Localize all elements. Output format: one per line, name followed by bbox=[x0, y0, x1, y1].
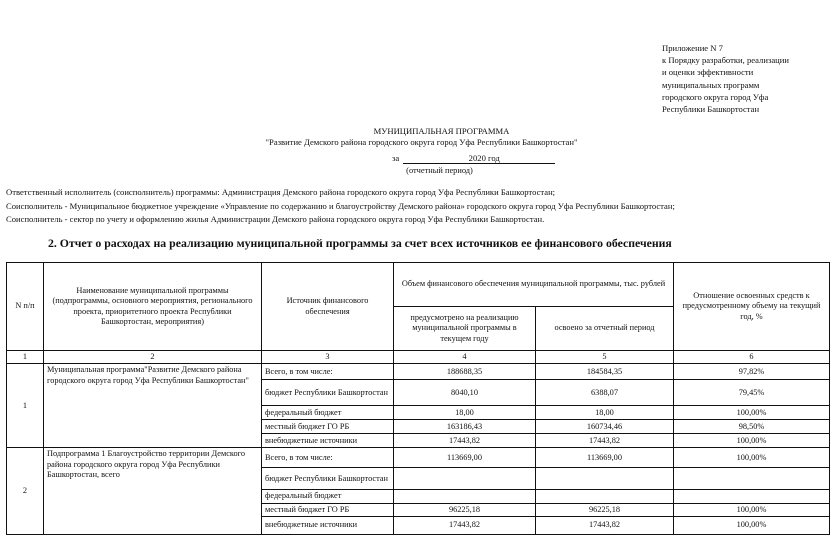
header-spent: освоено за отчетный период bbox=[536, 307, 674, 351]
planned-cell: 188688,35 bbox=[394, 364, 536, 380]
col-number: 1 bbox=[7, 351, 44, 364]
table-row bbox=[7, 448, 830, 468]
ratio-cell: 97,82% bbox=[674, 364, 830, 380]
ratio-cell: 79,45% bbox=[674, 380, 830, 406]
program-title: МУНИЦИПАЛЬНАЯ ПРОГРАММА bbox=[373, 126, 510, 136]
ratio-cell: 100,00% bbox=[674, 434, 830, 448]
spent-cell: 96225,18 bbox=[536, 503, 674, 516]
year-value: 2020 год bbox=[403, 153, 555, 164]
spent-cell: 184584,35 bbox=[536, 364, 674, 380]
ratio-cell: 100,00% bbox=[674, 516, 830, 534]
source-cell: бюджет Республики Башкортостан bbox=[262, 380, 394, 406]
spent-cell: 17443,82 bbox=[536, 434, 674, 448]
ratio-cell: 100,00% bbox=[674, 406, 830, 420]
table-row bbox=[7, 364, 830, 380]
source-cell: местный бюджет ГО РБ bbox=[262, 420, 394, 434]
col-number: 6 bbox=[674, 351, 830, 364]
report-year bbox=[392, 153, 555, 164]
column-number-row bbox=[7, 351, 830, 364]
annex-line: муниципальных программ bbox=[662, 79, 760, 90]
planned-cell: 96225,18 bbox=[394, 503, 536, 516]
row-number: 1 bbox=[7, 364, 44, 448]
header-ratio: Отношение освоенных средств к предусмотренному объему на текущий год, % bbox=[674, 263, 830, 351]
program-name: "Развитие Демского района городского округа город Уфа Республики Башкортостан" bbox=[265, 137, 578, 148]
ratio-cell: 100,00% bbox=[674, 448, 830, 468]
program-cell: Подпрограмма 1 Благоустройство территории Демского района городского округа город Уфа Республики Башкортостан, всего bbox=[44, 448, 262, 535]
executor-line: Соисполнитель - Муниципальное бюджетное учреждение «Управление по содержанию и благоустройству Демского района» городского округа город Уфа Республики Башкортостан; bbox=[6, 200, 675, 211]
spent-cell bbox=[536, 490, 674, 503]
annex-line: городского округа город Уфа bbox=[662, 91, 769, 102]
planned-cell: 18,00 bbox=[394, 406, 536, 420]
source-cell: внебюджетные источники bbox=[262, 434, 394, 448]
header-source: Источник финансового обеспечения bbox=[262, 263, 394, 351]
ratio-cell: 100,00% bbox=[674, 503, 830, 516]
executor-line: Ответственный исполнитель (соисполнитель) программы: Администрация Демского района городского округа город Уфа Республики Башкортостан; bbox=[6, 187, 556, 197]
program-cell: Муниципальная программа"Развитие Демского района городского округа город Уфа Республики Башкортостан" bbox=[44, 364, 262, 448]
spent-cell bbox=[536, 468, 674, 490]
source-cell: федеральный бюджет bbox=[262, 490, 394, 503]
spent-cell: 6388,07 bbox=[536, 380, 674, 406]
source-cell: федеральный бюджет bbox=[262, 406, 394, 420]
header-volume: Объем финансового обеспечения муниципальной программы, тыс. рублей bbox=[394, 263, 674, 307]
period-note: (отчетный период) bbox=[406, 166, 473, 175]
spent-cell: 17443,82 bbox=[536, 516, 674, 534]
ratio-cell bbox=[674, 490, 830, 503]
planned-cell bbox=[394, 468, 536, 490]
spent-cell: 18,00 bbox=[536, 406, 674, 420]
header-name: Наименование муниципальной программы (подпрограммы, основного мероприятия, регионального проекта, приоритетного проекта Республики Башкортостан, мероприятия) bbox=[44, 263, 262, 351]
annex-note bbox=[662, 42, 789, 115]
planned-cell: 163186,43 bbox=[394, 420, 536, 434]
source-cell: Всего, в том числе: bbox=[262, 364, 394, 380]
annex-line: и оценки эффективности bbox=[662, 67, 754, 78]
ratio-cell: 98,50% bbox=[674, 420, 830, 434]
source-cell: местный бюджет ГО РБ bbox=[262, 503, 394, 516]
row-number: 2 bbox=[7, 448, 44, 535]
source-cell: внебюджетные источники bbox=[262, 516, 394, 534]
col-number: 3 bbox=[262, 351, 394, 364]
spent-cell: 113669,00 bbox=[536, 448, 674, 468]
executors bbox=[6, 186, 675, 227]
header-num: N п/п bbox=[7, 263, 44, 351]
planned-cell bbox=[394, 490, 536, 503]
year-prefix: за bbox=[392, 153, 400, 163]
col-number: 4 bbox=[394, 351, 536, 364]
col-number: 2 bbox=[44, 351, 262, 364]
ratio-cell bbox=[674, 468, 830, 490]
program-heading bbox=[0, 126, 833, 149]
expense-report-table bbox=[6, 262, 830, 535]
annex-line: к Порядку разработки, реализации bbox=[662, 55, 789, 66]
planned-cell: 17443,82 bbox=[394, 516, 536, 534]
spent-cell: 160734,46 bbox=[536, 420, 674, 434]
col-number: 5 bbox=[536, 351, 674, 364]
section-title: 2. Отчет о расходах на реализацию муниципальной программы за счет всех источников ее финансового обеспечения bbox=[48, 236, 672, 250]
source-cell: бюджет Республики Башкортостан bbox=[262, 468, 394, 490]
planned-cell: 113669,00 bbox=[394, 448, 536, 468]
annex-line: Республики Башкортостан bbox=[662, 104, 760, 115]
header-planned: предусмотрено на реализацию муниципальной программы в текущем году bbox=[394, 307, 536, 351]
planned-cell: 17443,82 bbox=[394, 434, 536, 448]
source-cell: Всего, в том числе: bbox=[262, 448, 394, 468]
planned-cell: 8040,10 bbox=[394, 380, 536, 406]
executor-line: Соисполнитель - сектор по учету и оформлению жилья Администрации Демского района городского округа город Уфа Республики Башкортостан. bbox=[6, 214, 545, 224]
annex-line: Приложение N 7 bbox=[662, 43, 723, 53]
